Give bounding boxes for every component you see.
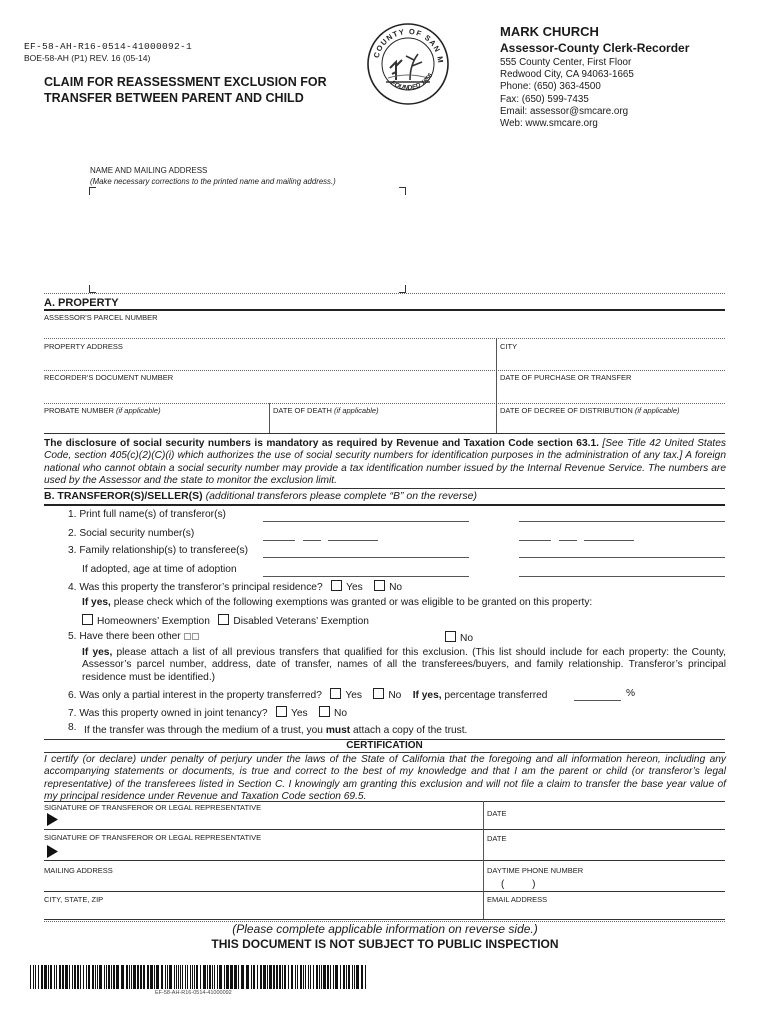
parcel-number-label: ASSESSOR'S PARCEL NUMBER: [44, 313, 158, 322]
homeowners-exemption-checkbox[interactable]: [82, 614, 93, 625]
ssn1-part2[interactable]: [303, 540, 321, 541]
mailing-address-window[interactable]: [89, 187, 406, 293]
certification-text: I certify (or declare) under penalty of perjury under the laws of the State of California that the foregoing and all information hereon, including any accompanying statements or documents, is true and correct to the best of my knowledge and that I am the parent or child (or transferor’s legal representative) of the transferees listed in Section C. I knowingly am granting this exclusion and will not file a claim to transfer the base year value of my principal residence under Revenue and Taxation Code section 69.5.: [44, 754, 726, 802]
office-fax: Fax: (650) 599-7435: [500, 93, 589, 105]
q1-label: 1. Print full name(s) of transferor(s): [68, 509, 226, 520]
recorder-doc-field[interactable]: [44, 382, 494, 401]
transferor2-name-field[interactable]: [519, 521, 725, 522]
email-label: EMAIL ADDRESS: [487, 895, 548, 904]
office-address-line1: 555 County Center, First Floor: [500, 57, 632, 68]
city-state-zip-label: CITY, STATE, ZIP: [44, 895, 104, 904]
property-address-field[interactable]: [44, 351, 494, 368]
form-revision: BOE-58-AH (P1) REV. 16 (05-14): [24, 53, 151, 63]
assessor-name: MARK CHURCH: [500, 24, 599, 39]
ssn2-part3[interactable]: [584, 540, 634, 541]
date-death-label: DATE OF DEATH (if applicable): [273, 406, 379, 415]
transferor1-name-field[interactable]: [263, 521, 469, 522]
q7-row: 7. Was this property owned in joint tenancy? Yes No: [68, 708, 348, 719]
property-address-label: PROPERTY ADDRESS: [44, 342, 123, 351]
county-seal-icon: [366, 22, 450, 106]
signature1-label: SIGNATURE OF TRANSFEROR OR LEGAL REPRESENTATIVE: [44, 803, 262, 812]
percentage-field[interactable]: [574, 700, 621, 701]
parcel-number-field[interactable]: [44, 320, 725, 336]
date-death-field[interactable]: [273, 414, 494, 431]
mailing-address-note: (Make necessary corrections to the printed name and mailing address.): [90, 177, 336, 186]
seal-text-bottom: FOUNDED 1856: [389, 72, 435, 92]
section-b-title: B. TRANSFEROR(S)/SELLER(S) (additional transferors please complete “B” on the reverse): [44, 490, 477, 502]
section-a-title: A. PROPERTY: [44, 297, 119, 309]
barcode-caption: EF-58-AH-R16-0514-41000092: [155, 990, 232, 996]
signature2-label: SIGNATURE OF TRANSFEROR OR LEGAL REPRESENTATIVE: [44, 833, 262, 842]
date-purchase-field[interactable]: [500, 382, 725, 401]
city-field[interactable]: [500, 351, 725, 368]
date1-field[interactable]: [487, 817, 725, 828]
probate-label: PROBATE NUMBER (if applicable): [44, 406, 161, 415]
public-inspection-notice: THIS DOCUMENT IS NOT SUBJECT TO PUBLIC INSPECTION: [211, 937, 559, 951]
relationship1-field[interactable]: [263, 557, 469, 558]
email-field[interactable]: [487, 904, 725, 918]
date-purchase-label: DATE OF PURCHASE OR TRANSFER: [500, 373, 632, 382]
q6-no-checkbox[interactable]: [373, 688, 384, 699]
office-address-line2: Redwood City, CA 94063-1665: [500, 69, 634, 81]
date2-label: DATE: [487, 834, 507, 843]
date-decree-field[interactable]: [500, 414, 725, 431]
q3b-label: If adopted, age at time of adoption: [82, 564, 237, 575]
q4-row: 4. Was this property the transferor’s principal residence? Yes No: [68, 582, 403, 593]
phone-field[interactable]: ( ): [501, 879, 536, 890]
ssn2-part2[interactable]: [559, 540, 577, 541]
relationship2-field[interactable]: [519, 557, 725, 558]
q3-label: 3. Family relationship(s) to transferee(s): [68, 545, 249, 556]
city-state-zip-field[interactable]: [44, 904, 480, 918]
mailing-address-label: NAME AND MAILING ADDRESS: [90, 166, 208, 175]
veterans-exemption-checkbox[interactable]: [218, 614, 229, 625]
date1-label: DATE: [487, 809, 507, 818]
adoption-age1-field[interactable]: [263, 576, 469, 577]
mailing-address-cert-field[interactable]: [44, 875, 480, 889]
form-title-line2: TRANSFER BETWEEN PARENT AND CHILD: [44, 91, 304, 105]
q4-exemptions: Homeowners’ Exemption Disabled Veterans’ Exemption: [82, 614, 369, 627]
q5-label: 5. Have there been other: [68, 631, 203, 642]
ssn2-part1[interactable]: [519, 540, 551, 541]
q7-no-checkbox[interactable]: [319, 706, 330, 717]
date-decree-label: DATE OF DECREE OF DISTRIBUTION (if applicable): [500, 406, 680, 415]
q7-yes-checkbox[interactable]: [276, 706, 287, 717]
probate-field[interactable]: [44, 414, 267, 431]
q8-number: 8.: [68, 722, 77, 733]
city-label: CITY: [500, 342, 518, 351]
q5-no: No: [445, 631, 473, 644]
seal-text-top: COUNTY OF SAN M: [371, 26, 446, 65]
office-web[interactable]: Web: www.smcare.org: [500, 118, 598, 130]
ssn1-part3[interactable]: [328, 540, 378, 541]
signature2-field[interactable]: [62, 843, 480, 859]
q6-yes-checkbox[interactable]: [330, 688, 341, 699]
ssn1-part1[interactable]: [263, 540, 295, 541]
mailing-address-cert-label: MAILING ADDRESS: [44, 866, 113, 875]
q6-row: 6. Was only a partial interest in the property transferred? Yes No If yes, percentage transferred: [68, 690, 548, 701]
signature1-field[interactable]: [62, 812, 480, 828]
assessor-contact: [500, 57, 634, 130]
percent-sign: %: [626, 688, 636, 699]
q4-if-yes: If yes, please check which of the following exemptions was granted or was eligible to be granted on this property:: [82, 597, 593, 608]
phone-label: DAYTIME PHONE NUMBER: [487, 866, 584, 875]
form-title-line1: CLAIM FOR REASSESSMENT EXCLUSION FOR: [44, 75, 327, 89]
form-code: EF-58-AH-R16-0514-41000092-1: [24, 41, 193, 52]
office-phone: Phone: (650) 363-4500: [500, 81, 601, 93]
barcode: [30, 965, 366, 989]
q4-yes-checkbox[interactable]: [331, 580, 342, 591]
q2-label: 2. Social security number(s): [68, 528, 195, 539]
q8-text: If the transfer was through the medium of a trust, you must attach a copy of the trust.: [84, 725, 468, 736]
adoption-age2-field[interactable]: [519, 576, 725, 577]
office-email[interactable]: Email: assessor@smcare.org: [500, 105, 629, 117]
q5-no-checkbox[interactable]: [445, 631, 456, 642]
q5-if-yes: If yes, please attach a list of all previous transfers that qualified for this exclusion. (This list should include for each property: the County, Assessor’s parcel number, address, date of transfer, names of all the transferees/buyers, and family relationship. Transferor’s principal residence must be identified.): [82, 647, 726, 683]
recorder-doc-label: RECORDER'S DOCUMENT NUMBER: [44, 373, 174, 382]
ssn-disclosure: The disclosure of social security numbers is mandatory as required by Revenue and Taxation Code section 63.1. [See Title 42 United States Code, section 405(c)(2)(C)(i) which authorizes the use of social security numbers for identification purposes in the administration of any tax.] A foreign national who cannot obtain a social security number may provide a tax identification number issued by the Internal Revenue Service. The numbers are used by the Assessor and the state to monitor the exclusion limit.: [44, 438, 726, 486]
q4-no-checkbox[interactable]: [374, 580, 385, 591]
date2-field[interactable]: [487, 843, 725, 859]
certification-title: CERTIFICATION: [346, 740, 423, 751]
assessor-title: Assessor-County Clerk-Recorder: [500, 41, 690, 55]
reverse-note: (Please complete applicable information on reverse side.): [232, 922, 538, 936]
